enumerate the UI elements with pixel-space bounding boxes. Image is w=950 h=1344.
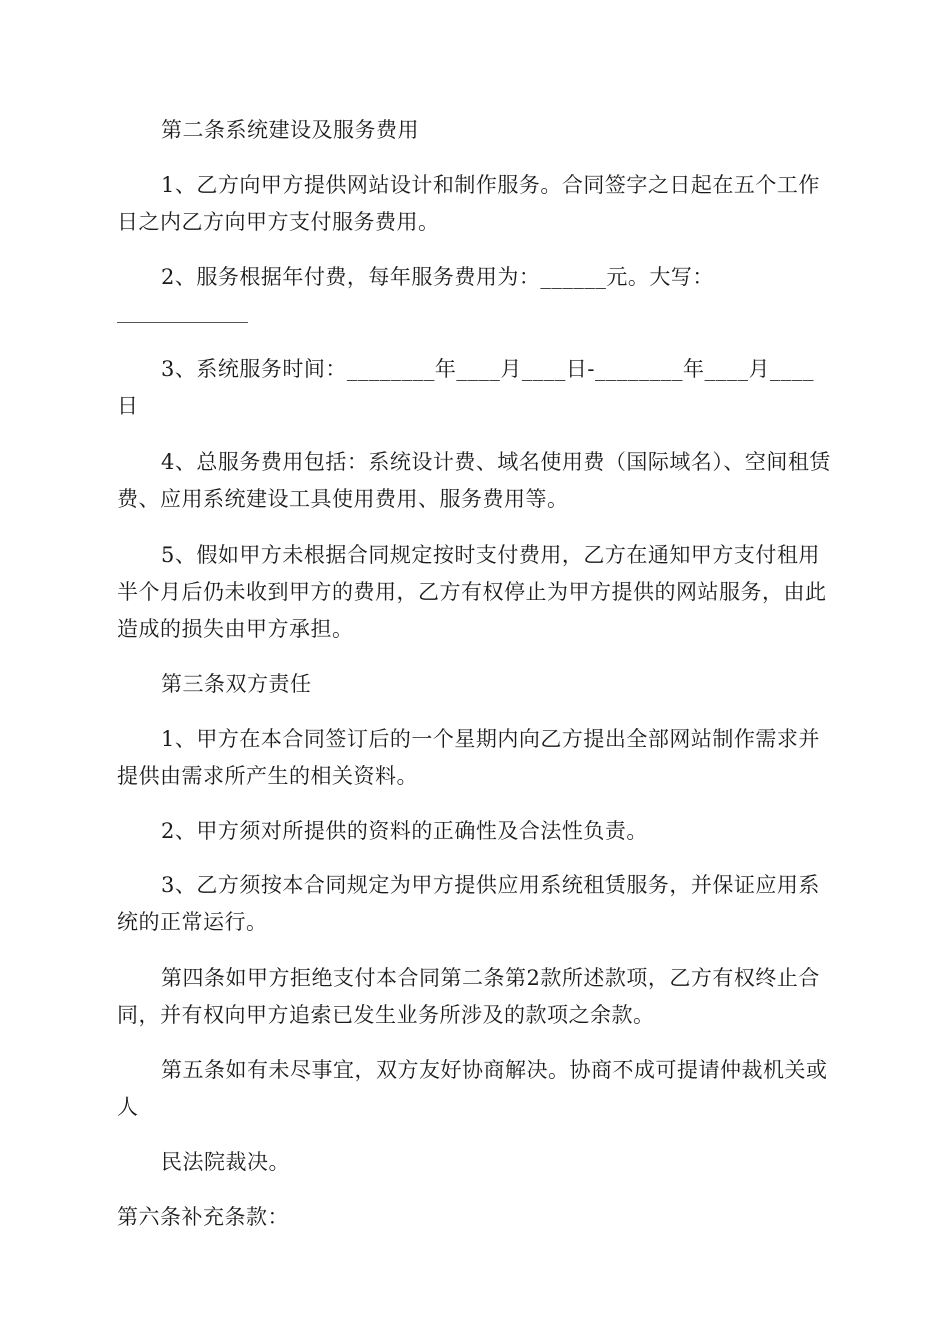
article-3-clause-2: 2、甲方须对所提供的资料的正确性及合法性负责。	[161, 819, 648, 843]
article-2-clause-3: 3、系统服务时间：________年____月____日-________年____月____日	[117, 357, 814, 418]
article-2-clause-5: 5、假如甲方未根据合同规定按时支付费用，乙方在通知甲方支付租用半个月后仍未收到甲方的费用，乙方有权停止为甲方提供的网站服务，由此造成的损失由甲方承担。	[117, 543, 827, 641]
amount-in-words-blank	[117, 322, 248, 323]
article-6-title: 第六条补充条款：	[117, 1205, 289, 1229]
article-2-clause-2: 2、服务根据年付费，每年服务费用为：______元。大写：	[161, 265, 714, 289]
article-2-clause-1: 1、乙方向甲方提供网站设计和制作服务。合同签字之日起在五个工作日之内乙方向甲方支付服务费用。	[117, 173, 820, 234]
article-5-part-2: 民法院裁决。	[161, 1150, 290, 1174]
article-3-title: 第三条双方责任	[161, 672, 312, 696]
article-3-clause-1: 1、甲方在本合同签订后的一个星期内向乙方提出全部网站制作需求并提供由需求所产生的相关资料。	[117, 727, 820, 788]
article-5-part-1: 第五条如有未尽事宜，双方友好协商解决。协商不成可提请仲裁机关或人	[117, 1058, 828, 1119]
article-2-clause-4: 4、总服务费用包括：系统设计费、域名使用费（国际域名）、空间租赁费、应用系统建设工具使用费用、服务费用等。	[117, 450, 831, 511]
article-4: 第四条如甲方拒绝支付本合同第二条第2款所述款项，乙方有权终止合同，并有权向甲方追索已发生业务所涉及的款项之余款。	[117, 966, 820, 1027]
article-3-clause-3: 3、乙方须按本合同规定为甲方提供应用系统租赁服务，并保证应用系统的正常运行。	[117, 873, 820, 934]
article-2-title: 第二条系统建设及服务费用	[161, 118, 419, 142]
